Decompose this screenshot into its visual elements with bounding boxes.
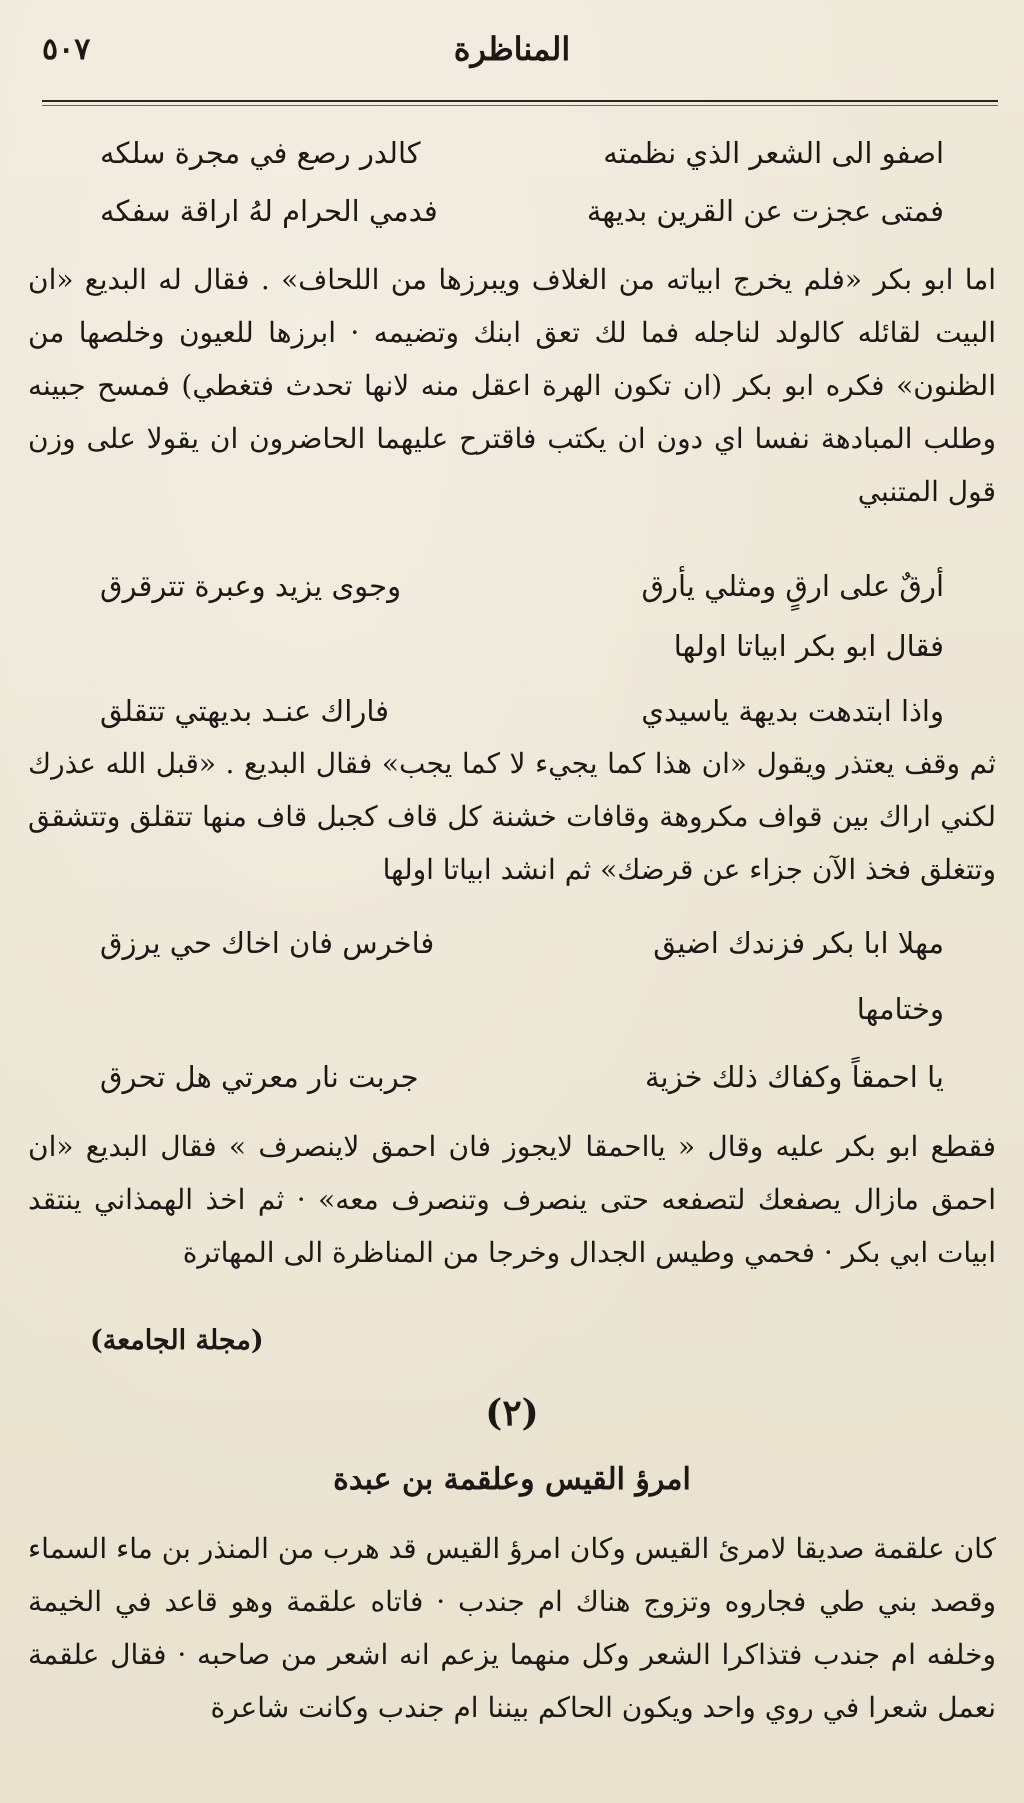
header-rule [42,100,998,102]
paragraph: ثم وقف يعتذر ويقول «ان هذا كما يجيء لا كما يجب» فقال البديع . «قبل الله عذرك لكني اراك بين قواف مكروهة وقافات خشنة كل قاف كجبل قاف منها تتقلق وتتشقق وتتغلق فخذ الآن جزاء عن قرضك» ثم انشد ابياتا اولها [28,747,996,886]
paragraph: كان علقمة صديقا لامرئ القيس وكان امرؤ القيس قد هرب من المنذر بن ماء السماء وقصد بني طي فجاروه وتزوج هناك ام جندب · فاتاه علقمة وهو قاعد في الخيمة وخلفه ام جندب فتذاكرا الشعر وكل منهما يزعم انه اشعر من صاحبه · فقال علقمة نعمل شعرا في روي واحد ويكون الحاكم بيننا ام جندب وكانت شاعرة [28,1532,996,1724]
verse-line [100,563,944,609]
verse-second-hemistich: جربت نار معرتي هل تحرق [100,1060,419,1094]
verse-second-hemistich: فاخرس فان اخاك حي يرزق [100,926,435,960]
paragraph: فقطع ابو بكر عليه وقال « يااحمقا لايجوز فان احمق لاينصرف » فقال البديع «ان احمق مازال يصفعك لتصفعه حتى ينصرف وتنصرف معه» · ثم اخذ الهمذاني ينتقد ابيات ابي بكر · فحمي وطيس الجدال وخرجا من المناظرة الى المهاترة [28,1130,996,1269]
verse-line [100,130,944,176]
verse-first-hemistich: واذا ابتدهت بديهة ياسيدي [641,694,944,728]
verse-second-hemistich: كالدر رصع في مجرة سلكه [100,136,421,170]
verse-line [100,1054,944,1100]
verse-second-hemistich: فدمي الحرام لهُ اراقة سفكه [100,194,438,228]
page-number: ٥٠٧ [42,32,91,67]
verse-second-hemistich: وجوى يزيد وعبرة تترقرق [100,569,402,603]
text-line: فقال ابو بكر ابياتا اولها [673,629,944,663]
paragraph: اما ابو بكر «فلم يخرج ابياته من الغلاف ويبرزها من اللحاف» . فقال له البديع «ان البيت لقائله كالولد لناجله فما لك تعق ابنك وتضيمه · ابرزها للعيون وخلصها من الظنون» فكره ابو بكر (ان تكون الهرة اعقل منه لانها تحدث فتغطي) فمسح جبينه وطلب المبادهة نفسا اي دون ان يكتب فاقترح عليهما الحاضرون ان يقولا على وزن قول المتنبي [28,263,997,508]
running-title: المناظرة [453,30,571,68]
verse-line [100,688,944,734]
text-line: وختامها [856,992,944,1026]
verse-first-hemistich: أرقٌ على ارقٍ ومثلي يأرق [641,569,944,603]
section-number: (٢) [485,1392,539,1434]
verse-first-hemistich: فمتى عجزت عن القرين بديهة [586,194,944,228]
verse-first-hemistich: اصفو الى الشعر الذي نظمته [603,136,944,170]
verse-second-hemistich: فاراك عنـد بديهتي تتقلق [100,694,390,728]
verse-first-hemistich: مهلا ابا بكر فزندك اضيق [653,926,944,960]
verse-first-hemistich: يا احمقاً وكفاك ذلك خزية [645,1060,944,1094]
verse-line [100,188,944,234]
source-citation: (مجلة الجامعة) [90,1325,264,1356]
page-header [42,22,982,82]
verse-line [100,920,944,966]
section-title: امرؤ القيس وعلقمة بن عبدة [333,1462,691,1497]
header-rule-thin [42,105,998,106]
